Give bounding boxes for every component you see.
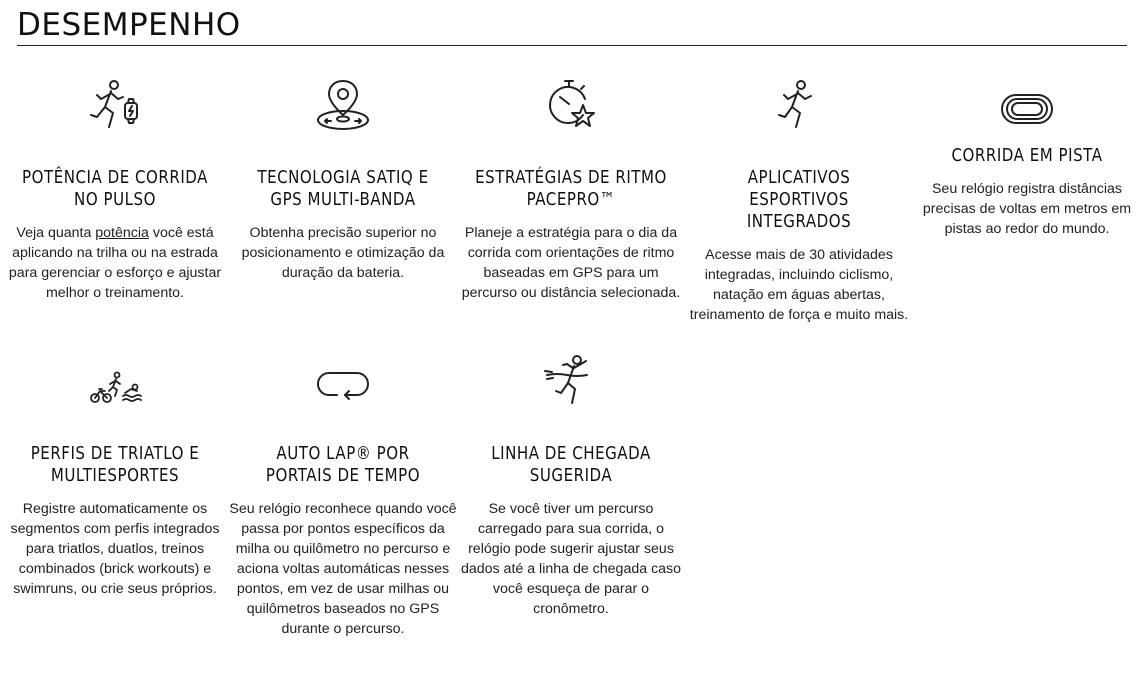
feature-description: Se você tiver um percurso carregado para sua corrida, o relógio pode sugerir ajustar seus dados até a linha de chegada caso você esqueça de parar o cronômetro. (460, 501, 682, 617)
stopwatch-star-icon (543, 77, 599, 133)
feature-running-power (1, 70, 229, 303)
section-title: DESEMPENHO (17, 7, 241, 43)
running-power-icon (87, 77, 143, 133)
feature-auto-lap (229, 346, 457, 639)
feature-title: POTÊNCIA DE CORRIDA NO PULSO (22, 168, 208, 210)
power-link[interactable]: potência (95, 225, 149, 241)
feature-description: Acesse mais de 30 atividades integradas, incluindo ciclismo, natação em águas abertas, treinamento de força e muito mais. (689, 247, 909, 323)
feature-description: Registre automaticamente os segmentos com perfis integrados para triatlos, duatlos, treinos combinados (brick workouts) e swimruns, ou crie seus próprios. (10, 501, 220, 597)
feature-satiq-gps (229, 70, 457, 283)
feature-title: LINHA DE CHEGADA SUGERIDA (491, 444, 651, 486)
feature-title: AUTO LAP® POR PORTAIS DE TEMPO (265, 444, 421, 486)
feature-finish-line (457, 346, 685, 619)
feature-title: APLICATIVOS ESPORTIVOS INTEGRADOS (746, 168, 852, 232)
feature-description: Obtenha precisão superior no posicionamento e otimização da duração da bateria. (241, 225, 445, 281)
feature-track-run (913, 70, 1138, 239)
feature-title: ESTRATÉGIAS DE RITMO PACEPRO™ (475, 168, 667, 210)
runner-icon (771, 77, 827, 133)
title-divider (17, 45, 1127, 46)
loop-arrow-icon (315, 353, 371, 409)
feature-title: PERFIS DE TRIATLO E MULTIESPORTES (30, 444, 200, 486)
feature-title: TECNOLOGIA SATIQ E GPS MULTI-BANDA (257, 168, 429, 210)
feature-description: Seu relógio registra distâncias precisas de voltas em metros em pistas ao redor do mundo. (922, 181, 1132, 237)
track-icon (999, 77, 1055, 133)
triathlon-icon (87, 353, 143, 409)
feature-title: CORRIDA EM PISTA (951, 146, 1103, 166)
feature-pacepro (457, 70, 685, 303)
feature-sport-apps (685, 70, 913, 325)
feature-triathlon (1, 346, 229, 599)
feature-description: Seu relógio reconhece quando você passa por pontos específicos da milha ou quilômetro no percurso e aciona voltas automáticas nesses pontos, em vez de usar milhas ou quilômetros baseados no GPS durante o percurso. (229, 501, 457, 637)
feature-description: Planeje a estratégia para o dia da corrida com orientações de ritmo baseadas em GPS para um percurso ou distância selecionada. (461, 225, 681, 301)
finish-line-icon (543, 353, 599, 409)
location-pin-icon (315, 77, 371, 133)
feature-description: Veja quanta potência você está aplicando na trilha ou na estrada para gerenciar o esforço e ajustar melhor o treinamento. (8, 225, 222, 301)
